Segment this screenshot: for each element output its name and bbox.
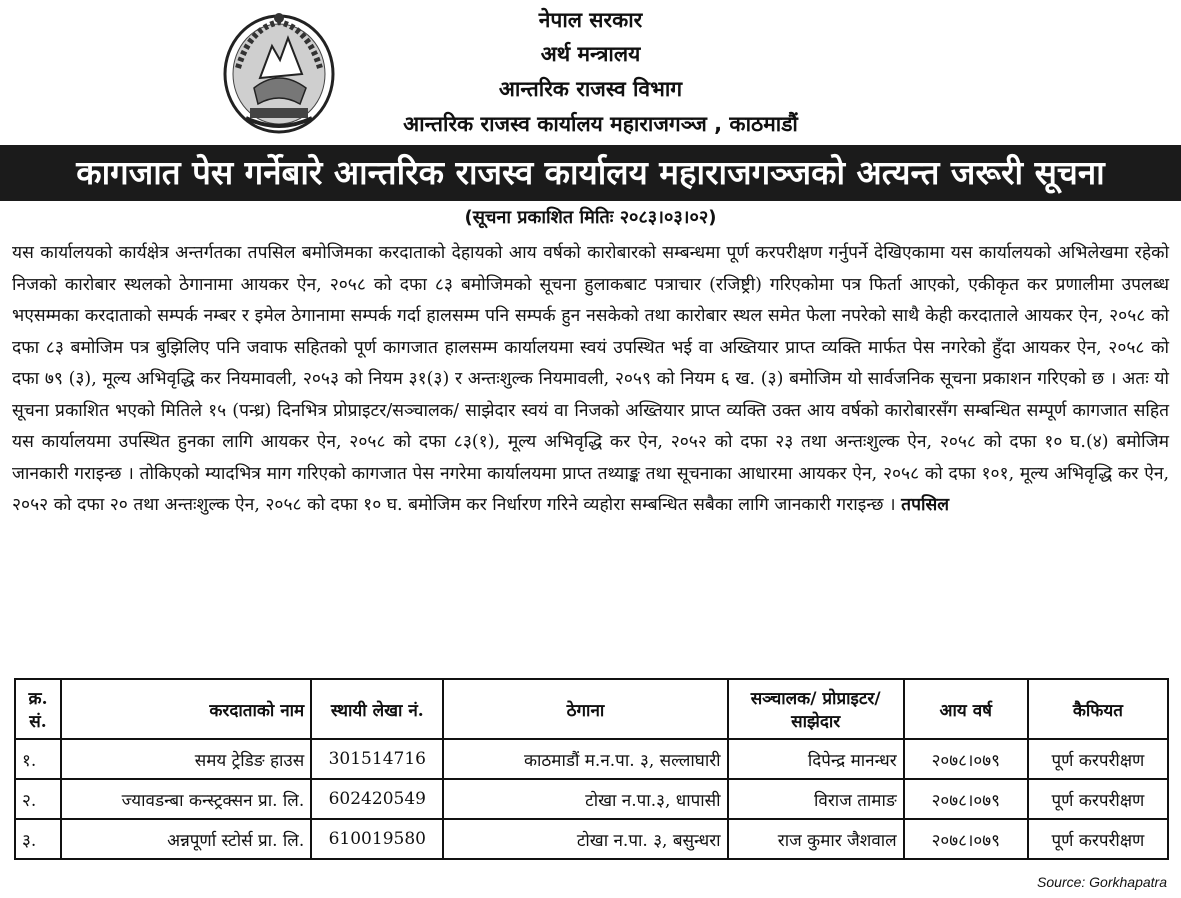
header-remarks: कैफियत — [1028, 679, 1168, 739]
office-name: आन्तरिक राजस्व कार्यालय महाराजगञ्ज , काठमाडौं — [403, 112, 798, 136]
header-address: ठेगाना — [443, 679, 727, 739]
cell-taxpayer-name: ज्यावडन्बा कन्स्ट्रक्सन प्रा. लि. — [61, 779, 311, 819]
cell-fiscal-year: २०७८।०७९ — [904, 779, 1028, 819]
header-proprietor: सञ्चालक/ प्रोप्राइटर/साझेदार — [728, 679, 904, 739]
cell-taxpayer-name: समय ट्रेडिङ हाउस — [61, 739, 311, 779]
header-taxpayer-name: करदाताको नाम — [61, 679, 311, 739]
cell-address: टोखा न.पा. ३, बसुन्धरा — [443, 819, 727, 859]
cell-remarks: पूर्ण करपरीक्षण — [1028, 819, 1168, 859]
cell-pan: 602420549 — [311, 779, 443, 819]
cell-serial: १. — [15, 739, 61, 779]
source-credit: Source: Gorkhapatra — [1037, 874, 1167, 890]
cell-proprietor: दिपेन्द्र मानन्धर — [728, 739, 904, 779]
cell-taxpayer-name: अन्नपूर्णा स्टोर्स प्रा. लि. — [61, 819, 311, 859]
cell-proprietor: राज कुमार जैशवाल — [728, 819, 904, 859]
cell-serial: २. — [15, 779, 61, 819]
cell-address: टोखा न.पा.३, धापासी — [443, 779, 727, 819]
notice-paragraph: यस कार्यालयको कार्यक्षेत्र अन्तर्गतका तपसिल बमोजिमका करदाताको देहायको आय वर्षको कारोबारको सम्बन्धमा पूर्ण करपरीक्षण गर्नुपर्ने देखिएकामा यस कार्यालयको अभिलेखमा रहेको निजको कारोबार स्थलको ठेगानामा आयकर ऐन, २०५८ को दफा ८३ बमोजिमको सूचना हुलाकबाट पत्राचार (रजिष्ट्री) गरिएकोमा पत्र फिर्ता आएको, एकीकृत कर प्रणालीमा उपलब्ध भएसम्मका करदाताको सम्पर्क नम्बर र इमेल ठेगानामा सम्पर्क गर्दा हालसम्म पनि सम्पर्क हुन नसकेको तथा कारोबार स्थल समेत फेला नपरेको साथै केही करदाताले आयकर ऐन, २०५८ को दफा ८३ बमोजिम पत्र बुझिलिए पनि जवाफ सहितको पूर्ण कागजात हालसम्म कार्यालयमा स्वयं उपस्थित भई वा अख्तियार प्राप्त व्यक्ति मार्फत पेस नगरेको हुँदा आयकर ऐन, २०५८ को दफा ७९ (३), मूल्य अभिवृद्धि कर नियमावली, २०५३ को नियम ३१(३) र अन्तःशुल्क नियमावली, २०५९ को नियम ६ ख. (३) बमोजिम यो सार्वजनिक सूचना प्रकाशन गरिएको छ । अतः यो सूचना प्रकाशित भएको मितिले १५ (पन्ध्र) दिनभित्र प्रोप्राइटर/सञ्चालक/ साझेदार स्वयं वा निजको अख्तियार प्राप्त व्यक्ति उक्त आय वर्षको कारोबारसँग सम्बन्धित सम्पूर्ण कागजात सहित यस कार्यालयमा उपस्थित हुनका लागि आयकर ऐन, २०५८ को दफा ८३(१), मूल्य अभिवृद्धि कर ऐन, २०५२ को दफा २३ तथा अन्तःशुल्क ऐन, २०५८ को दफा १० घ.(४) बमोजिम जानकारी गराइन्छ । तोकिएको म्यादभित्र माग गरिएको कागजात पेस नगरेमा कार्यालयमा प्राप्त तथ्याङ्क तथा सूचनाका आधारमा आयकर ऐन, २०५८ को दफा १०१, मूल्य अभिवृद्धि कर ऐन, २०५२ को दफा २० तथा अन्तःशुल्क ऐन, २०५८ को दफा १० घ. बमोजिम कर निर्धारण गरिने व्यहोरा सम्बन्धित सबैका लागि जानकारी गराइन्छ । — [12, 243, 1169, 515]
table-row — [15, 779, 1168, 819]
notice-body — [12, 238, 1169, 522]
notice-title-banner: कागजात पेस गर्नेबारे आन्तरिक राजस्व कार्यालय महाराजगञ्जको अत्यन्त जरूरी सूचना — [0, 145, 1181, 201]
department-name: आन्तरिक राजस्व विभाग — [498, 77, 683, 101]
header-serial: क्र. सं. — [15, 679, 61, 739]
ministry-name: अर्थ मन्त्रालय — [540, 42, 641, 66]
cell-remarks: पूर्ण करपरीक्षण — [1028, 779, 1168, 819]
header-fiscal-year: आय वर्ष — [904, 679, 1028, 739]
cell-pan: 610019580 — [311, 819, 443, 859]
notice-header — [0, 0, 1181, 144]
taxpayer-table — [14, 678, 1169, 860]
cell-serial: ३. — [15, 819, 61, 859]
cell-fiscal-year: २०७८।०७९ — [904, 819, 1028, 859]
cell-proprietor: विराज तामाङ — [728, 779, 904, 819]
tapsil-label: तपसिल — [901, 495, 949, 515]
cell-address: काठमाडौं म.न.पा. ३, सल्लाघारी — [443, 739, 727, 779]
cell-fiscal-year: २०७८।०७९ — [904, 739, 1028, 779]
table-row — [15, 819, 1168, 859]
table-header-row — [15, 679, 1168, 739]
header-pan: स्थायी लेखा नं. — [311, 679, 443, 739]
government-name: नेपाल सरकार — [538, 8, 643, 32]
cell-remarks: पूर्ण करपरीक्षण — [1028, 739, 1168, 779]
cell-pan: 301514716 — [311, 739, 443, 779]
table-row — [15, 739, 1168, 779]
publication-date: (सूचना प्रकाशित मितिः २०८३।०३।०२) — [464, 207, 717, 228]
